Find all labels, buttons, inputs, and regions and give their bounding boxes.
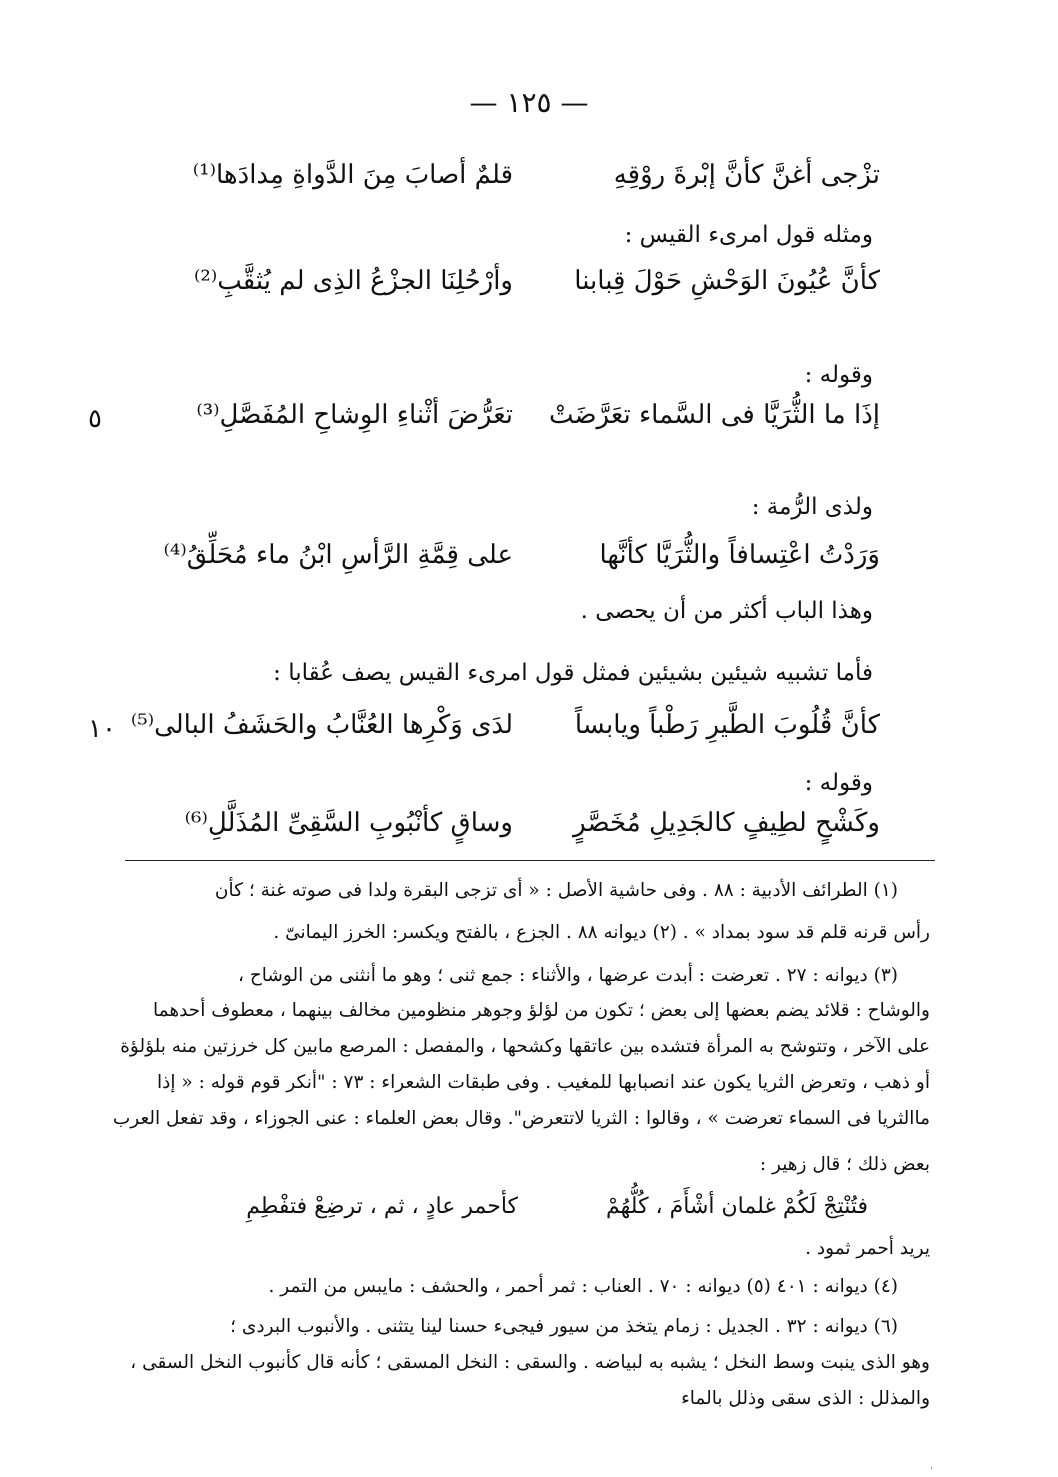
- footnote-3-line-2: والوشاح : قلائد يضم بعضها إلى بعض ؛ تكون من لؤلؤ وجوهر منظومين مخالف بينهما ، معطوف أحدهما: [152, 1000, 930, 1021]
- intro-wa-qawluh-1: وقوله :: [804, 362, 873, 388]
- intro-dhi-alrumma: ولذى الرُّمة :: [751, 494, 873, 520]
- verse1-left-hemistich: قلمٌ أصابَ مِنَ الدَّواةِ مِدادَها⁽¹⁾: [192, 160, 513, 190]
- footnote-3-line-1: (٣) ديوانه : ٢٧ . تعرضت : أبدت عرضها ، والأثناء : جمع ثنى ؛ وهو ما أنثنى من الوشاح ،: [237, 965, 898, 986]
- footnote-zuhair-right-hemistich: فتُنْتِجْ لَكُمْ غلمان أشْأَمَ ، كُلُّهُمْ: [606, 1194, 868, 1219]
- footnote-1-line-1: (١) الطرائف الأدبية : ٨٨ . وفى حاشية الأصل : « أى تزجى البقرة ولدا فى صوته غنة ؛ كأن: [214, 880, 898, 901]
- verse2-right-hemistich: كأنَّ عُيُونَ الوَحْشِ حَوْلَ قِبابنا: [574, 266, 880, 296]
- verse5-left-hemistich: لدَى وَكْرِها العُنَّابُ والحَشَفُ البالى⁽⁵⁾: [130, 710, 513, 740]
- intro-wa-qawluh-2: وقوله :: [804, 770, 873, 796]
- verse5-right-hemistich: كأنَّ قُلُوبَ الطَّيرِ رَطْباً ويابساً: [574, 710, 880, 740]
- verse6-left-hemistich: وساقٍ كأنْبُوبِ السَّقِىِّ المُذَلَّلِ⁽⁶⁾: [184, 808, 513, 838]
- footnote-separator: [125, 860, 935, 861]
- verse3-right-hemistich: إذَا ما الثُّرَيَّا فى السَّماء تعَرَّضَتْ: [548, 400, 880, 430]
- paragraph-bab: وهذا الباب أكثر من أن يحصى .: [580, 598, 873, 624]
- footnote-6-line-3: والمذلل : الذى سقى وذلل بالماء: [681, 1388, 930, 1409]
- verse1-right-hemistich: تزْجى أغنَّ كأنَّ إبْرةَ روْقِهِ: [613, 160, 880, 190]
- footnote-6-line-1: (٦) ديوانه : ٣٢ . الجديل : زمام يتخذ من سيور فيجىء حسنا لينا يتثنى . والأنبوب البردى ؛: [230, 1316, 898, 1337]
- footnote-6-line-2: وهو الذى ينبت وسط النخل ؛ يشبه به لبياضه . والسقى : النخل المسقى ؛ كأنه قال كأنبوب النخل السقى ،: [130, 1352, 930, 1373]
- paragraph-tashbih: فأما تشبيه شيئين بشيئين فمثل قول امرىء القيس يصف عُقابا :: [273, 660, 873, 686]
- footnote-1-line-2: رأس قرنه قلم قد سود بمداد » . (٢) ديوانه ٨٨ . الجزع ، بالفتح ويكسر: الخرز اليمانىّ .: [273, 922, 930, 943]
- verse6-right-hemistich: وكَشْحٍ لطِيفٍ كالجَدِيلِ مُخَصَّرٍ: [573, 808, 880, 838]
- footnote-zuhair-left-hemistich: كأحمر عادٍ ، ثم ، ترضِعْ فتفْطِمِ: [246, 1194, 518, 1219]
- footnote-3-line-6: بعض ذلك ؛ قال زهير :: [759, 1154, 930, 1175]
- stray-mark: ': [930, 1466, 933, 1477]
- footnote-3-line-4: أو ذهب ، وتعرض الثريا يكون عند انصبابها للمغيب . وفى طبقات الشعراء : ٧٣ : "أنكر قوم قوله : « إذا: [157, 1072, 930, 1093]
- line-number-10: ١٠: [88, 714, 116, 744]
- footnote-3-line-7: يريد أحمر ثمود .: [805, 1238, 930, 1259]
- footnote-4-5: (٤) ديوانه : ٤٠١ (٥) ديوانه : ٧٠ . العناب : ثمر أحمر ، والحشف : مايبس من التمر .: [268, 1276, 898, 1297]
- footnote-3-line-5: ماالثريا فى السماء تعرضت » ، وقالوا : الثريا لاتتعرض". وقال بعض العلماء : عنى الجوزاء ، وقد تفعل العرب: [112, 1108, 930, 1129]
- line-number-5: ٥: [88, 404, 102, 434]
- footnote-3-line-3: على الآخر ، وتتوشح به المرأة فتشده بين عاتقها وكشحها ، والمفصل : المرصع مابين كل خرزتين منه بلؤلؤة: [120, 1036, 930, 1057]
- page-number: — ١٢٥ —: [469, 86, 589, 119]
- verse4-left-hemistich: على قِمَّةِ الرَّأسِ ابْنُ ماء مُحَلِّقُ⁽⁴⁾: [163, 540, 513, 570]
- verse2-left-hemistich: وأرْحُلِنَا الجزْعُ الذِى لم يُثقَّبِ⁽²⁾: [194, 266, 513, 296]
- verse4-right-hemistich: وَرَدْتُ اعْتِسافاً والثُّرَيَّا كأنَّها: [599, 540, 880, 570]
- verse3-left-hemistich: تعَرُّضَ أثْناءِ الوِشاحِ المُفَصَّلِ⁽³⁾: [196, 400, 513, 430]
- intro-imru-alqais: ومثله قول امرىء القيس :: [624, 222, 873, 248]
